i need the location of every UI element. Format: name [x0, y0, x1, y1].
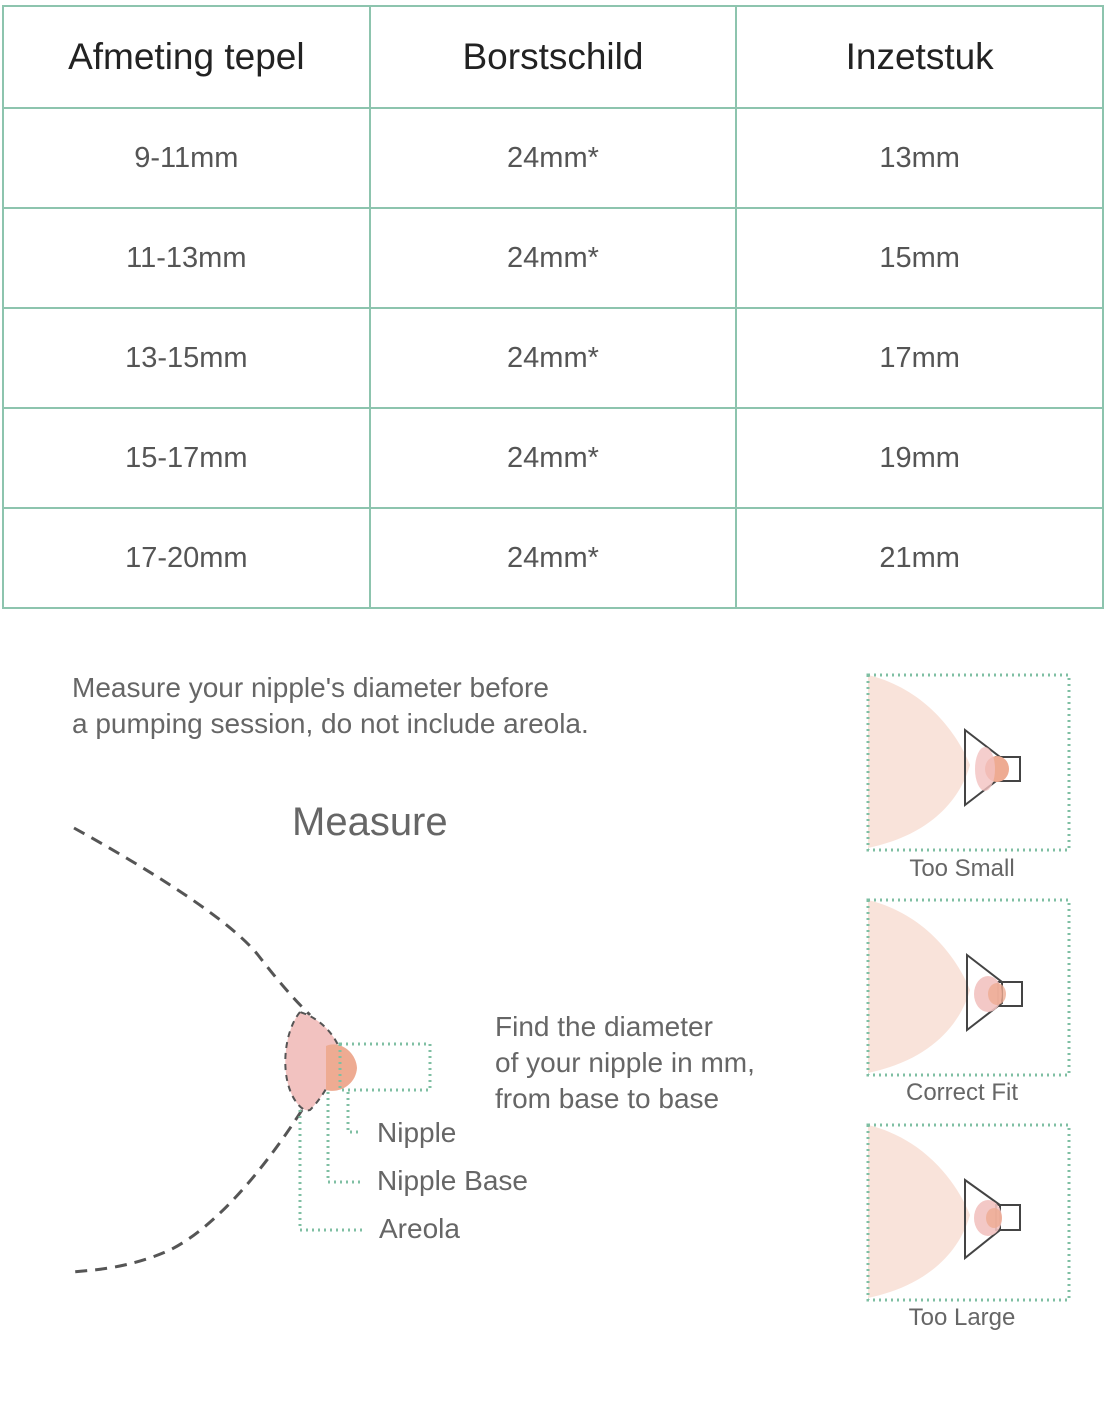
too-small-panel [868, 675, 1069, 850]
areola-leader [300, 1110, 362, 1230]
cell-insert: 19mm [736, 408, 1103, 508]
nipple-leader [348, 1092, 362, 1132]
size-table [2, 5, 1104, 609]
cell-breast-shield: 24mm* [370, 308, 737, 408]
table-row [3, 308, 1103, 408]
measure-instruction-line1: Measure your nipple's diameter before [72, 672, 549, 703]
breast-outline-lower [72, 1110, 302, 1272]
table-row [3, 108, 1103, 208]
find-diameter-line3: from base to base [495, 1083, 720, 1114]
cell-nipple-size: 9-11mm [3, 108, 370, 208]
find-diameter-line2: of your nipple in mm, [495, 1047, 755, 1078]
cell-insert: 13mm [736, 108, 1103, 208]
cell-insert: 17mm [736, 308, 1103, 408]
nipple-base-leader [328, 1092, 362, 1182]
measure-title: Measure [292, 800, 448, 844]
cell-breast-shield: 24mm* [370, 208, 737, 308]
too-small-label: Too Small [909, 855, 1015, 882]
table-row [3, 408, 1103, 508]
header-breast-shield: Borstschild [370, 6, 737, 108]
cell-nipple-size: 17-20mm [3, 508, 370, 608]
correct-fit-panel [868, 900, 1069, 1075]
cell-nipple-size: 15-17mm [3, 408, 370, 508]
header-insert: Inzetstuk [736, 6, 1103, 108]
cell-insert: 15mm [736, 208, 1103, 308]
measure-instruction-line2: a pumping session, do not include areola. [72, 708, 589, 739]
cell-breast-shield: 24mm* [370, 408, 737, 508]
breast-outline-upper [74, 828, 310, 1015]
cell-insert: 21mm [736, 508, 1103, 608]
nipple-label: Nipple [377, 1117, 457, 1148]
cell-nipple-size: 13-15mm [3, 308, 370, 408]
cell-breast-shield: 24mm* [370, 508, 737, 608]
too-large-label: Too Large [908, 1304, 1016, 1331]
table-row [3, 208, 1103, 308]
cell-nipple-size: 11-13mm [3, 208, 370, 308]
too-large-panel [868, 1125, 1069, 1300]
find-diameter-note [495, 1009, 755, 1117]
measure-instruction [72, 670, 589, 742]
find-diameter-line1: Find the diameter [495, 1011, 713, 1042]
table-row [3, 508, 1103, 608]
areola-label: Areola [379, 1213, 460, 1244]
cell-breast-shield: 24mm* [370, 108, 737, 208]
header-nipple-size: Afmeting tepel [3, 6, 370, 108]
table-header-row [3, 6, 1103, 108]
nipple-base-label: Nipple Base [377, 1165, 528, 1196]
correct-fit-label: Correct Fit [905, 1079, 1018, 1106]
